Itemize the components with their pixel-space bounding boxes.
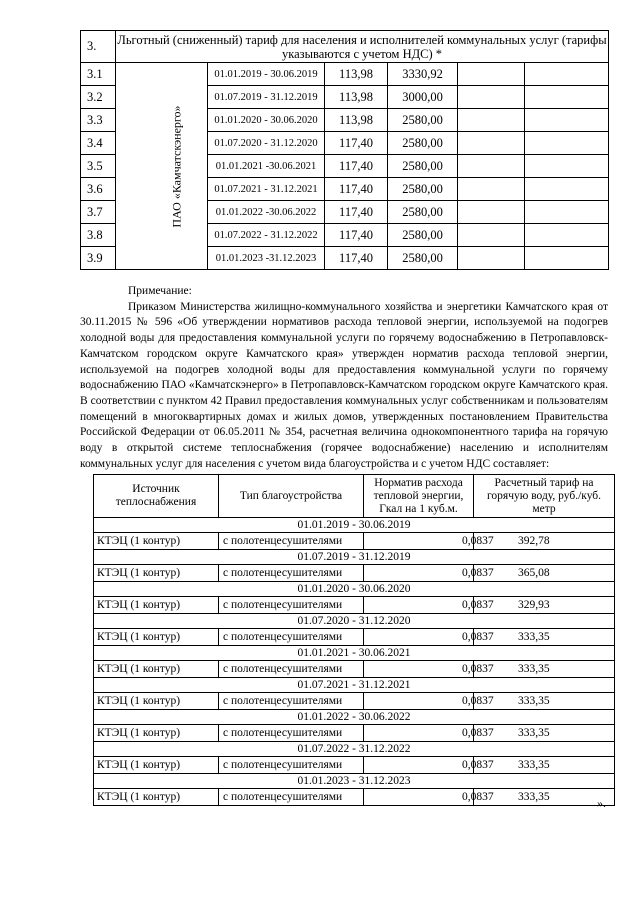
source-cell: КТЭЦ (1 контур)	[94, 757, 219, 774]
norm-cell: 0,0837	[364, 533, 474, 550]
tariff-value-2: 2580,00	[388, 178, 458, 201]
tariff-table	[80, 30, 609, 270]
norm-cell: 0,0837	[364, 725, 474, 742]
hot-water-row	[94, 725, 615, 742]
tariff-cell: 333,35	[474, 789, 615, 806]
tariff-cell: 333,35	[474, 661, 615, 678]
empty-cell	[525, 178, 609, 201]
source-cell: КТЭЦ (1 контур)	[94, 597, 219, 614]
norm-cell: 0,0837	[364, 565, 474, 582]
empty-cell	[458, 86, 525, 109]
period-cell: 01.01.2023 -31.12.2023	[208, 247, 325, 270]
hot-water-row	[94, 757, 615, 774]
empty-cell	[458, 132, 525, 155]
tariff-value-1: 117,40	[325, 224, 388, 247]
hot-water-table-header-row	[94, 475, 615, 518]
period-label: 01.07.2021 - 31.12.2021	[94, 678, 615, 693]
row-number: 3.8	[81, 224, 116, 247]
row-number: 3.2	[81, 86, 116, 109]
period-label: 01.07.2022 - 31.12.2022	[94, 742, 615, 757]
row-number: 3.6	[81, 178, 116, 201]
organization-cell	[116, 63, 208, 270]
source-cell: КТЭЦ (1 контур)	[94, 693, 219, 710]
tariff-table-header-row	[81, 31, 609, 63]
type-cell: с полотенцесушителями	[219, 725, 364, 742]
empty-cell	[458, 63, 525, 86]
tariff-value-2: 2580,00	[388, 155, 458, 178]
empty-cell	[458, 109, 525, 132]
period-cell: 01.07.2020 - 31.12.2020	[208, 132, 325, 155]
header-source: Источник теплоснабжения	[94, 475, 219, 518]
empty-cell	[525, 201, 609, 224]
type-cell: с полотенцесушителями	[219, 629, 364, 646]
tariff-value-1: 117,40	[325, 132, 388, 155]
period-row	[94, 550, 615, 565]
empty-cell	[525, 132, 609, 155]
period-cell: 01.01.2020 - 30.06.2020	[208, 109, 325, 132]
norm-cell: 0,0837	[364, 661, 474, 678]
tariff-value-2: 2580,00	[388, 224, 458, 247]
source-cell: КТЭЦ (1 контур)	[94, 661, 219, 678]
period-label: 01.01.2020 - 30.06.2020	[94, 582, 615, 597]
tariff-value-2: 2580,00	[388, 247, 458, 270]
empty-cell	[458, 178, 525, 201]
tariff-value-1: 113,98	[325, 109, 388, 132]
hot-water-row	[94, 693, 615, 710]
period-row	[94, 518, 615, 533]
tariff-value-2: 3330,92	[388, 63, 458, 86]
period-label: 01.01.2019 - 30.06.2019	[94, 518, 615, 533]
empty-cell	[525, 155, 609, 178]
section-number: 3.	[81, 31, 116, 63]
empty-cell	[525, 63, 609, 86]
tariff-cell: 365,08	[474, 565, 615, 582]
source-cell: КТЭЦ (1 контур)	[94, 725, 219, 742]
hot-water-row	[94, 629, 615, 646]
row-number: 3.4	[81, 132, 116, 155]
period-label: 01.01.2022 - 30.06.2022	[94, 710, 615, 725]
row-number: 3.5	[81, 155, 116, 178]
type-cell: с полотенцесушителями	[219, 565, 364, 582]
period-label: 01.01.2021 - 30.06.2021	[94, 646, 615, 661]
tariff-value-1: 117,40	[325, 201, 388, 224]
tariff-value-2: 3000,00	[388, 86, 458, 109]
header-type: Тип благоустройства	[219, 475, 364, 518]
tariff-value-2: 2580,00	[388, 201, 458, 224]
period-row	[94, 710, 615, 725]
tariff-cell: 333,35	[474, 757, 615, 774]
row-number: 3.1	[81, 63, 116, 86]
period-label: 01.01.2023 - 31.12.2023	[94, 774, 615, 789]
period-row	[94, 582, 615, 597]
period-row	[94, 646, 615, 661]
type-cell: с полотенцесушителями	[219, 757, 364, 774]
period-row	[94, 774, 615, 789]
tariff-value-1: 117,40	[325, 178, 388, 201]
row-number: 3.9	[81, 247, 116, 270]
period-row	[94, 678, 615, 693]
note-block	[80, 284, 608, 472]
source-cell: КТЭЦ (1 контур)	[94, 533, 219, 550]
tariff-value-1: 113,98	[325, 63, 388, 86]
empty-cell	[525, 247, 609, 270]
type-cell: с полотенцесушителями	[219, 789, 364, 806]
empty-cell	[458, 201, 525, 224]
empty-cell	[458, 224, 525, 247]
period-cell: 01.01.2021 -30.06.2021	[208, 155, 325, 178]
tariff-value-2: 2580,00	[388, 132, 458, 155]
note-label: Примечание:	[128, 285, 192, 297]
empty-cell	[525, 109, 609, 132]
type-cell: с полотенцесушителями	[219, 661, 364, 678]
empty-cell	[525, 224, 609, 247]
period-row	[94, 614, 615, 629]
tariff-cell: 333,35	[474, 629, 615, 646]
tariff-row	[81, 63, 609, 86]
row-number: 3.3	[81, 109, 116, 132]
tariff-cell: 392,78	[474, 533, 615, 550]
hot-water-tariff-table	[93, 474, 615, 806]
hot-water-row	[94, 597, 615, 614]
empty-cell	[458, 155, 525, 178]
type-cell: с полотенцесушителями	[219, 597, 364, 614]
norm-cell: 0,0837	[364, 629, 474, 646]
hot-water-row	[94, 661, 615, 678]
period-label: 01.07.2019 - 31.12.2019	[94, 550, 615, 565]
source-cell: КТЭЦ (1 контур)	[94, 789, 219, 806]
norm-cell: 0,0837	[364, 789, 474, 806]
period-cell: 01.01.2019 - 30.06.2019	[208, 63, 325, 86]
tariff-value-2: 2580,00	[388, 109, 458, 132]
closing-quote: ».	[597, 796, 606, 810]
tariff-value-1: 117,40	[325, 155, 388, 178]
period-cell: 01.07.2022 - 31.12.2022	[208, 224, 325, 247]
tariff-cell: 333,35	[474, 725, 615, 742]
header-tariff: Расчетный тариф на горячую воду, руб./куб. метр	[474, 475, 615, 518]
period-label: 01.07.2020 - 31.12.2020	[94, 614, 615, 629]
tariff-cell: 333,35	[474, 693, 615, 710]
norm-cell: 0,0837	[364, 757, 474, 774]
period-cell: 01.01.2022 -30.06.2022	[208, 201, 325, 224]
header-norm: Норматив расхода тепловой энергии, Гкал на 1 куб.м.	[364, 475, 474, 518]
source-cell: КТЭЦ (1 контур)	[94, 565, 219, 582]
period-row	[94, 742, 615, 757]
norm-cell: 0,0837	[364, 597, 474, 614]
norm-cell: 0,0837	[364, 693, 474, 710]
section-title: Льготный (сниженный) тариф для населения и исполнителей коммунальных услуг (тарифы указываются с учетом НДС) *	[117, 32, 607, 61]
hot-water-row	[94, 789, 615, 806]
source-cell: КТЭЦ (1 контур)	[94, 629, 219, 646]
organization-name: ПАО «Камчатскэнерго»	[169, 104, 184, 228]
note-text: Приказом Министерства жилищно-коммунального хозяйства и энергетики Камчатского края от 30.11.2015 № 596 «Об утверждении нормативов расхода тепловой энергии, используемой на подогрев холодной воды для предоставления коммунальной услуги по горячему водоснабжению в Петропавловск-Камчатском городском округе Камчатского края» утвержден норматив расхода тепловой энергии, используемой на подогрев холодной воды для предоставления коммунальной услуги по горячему водоснабжению ПАО «Камчатскэнерго» в Петропавловск-Камчатском городском округе Камчатского края. В соответствии с пунктом 42 Правил предоставления коммунальных услуг собственникам и пользователям помещений в многоквартирных домах и жилых домов, утвержденных постановлением Правительства Российской Федерации от 06.05.2011 № 354, расчетная величина однокомпонентного тарифа на горячую воду в открытой системе теплоснабжения (горячее водоснабжение) населению и исполнителям коммунальных услуг для населения с учетом вида благоустройства и с учетом НДС составляет:	[80, 300, 608, 470]
hot-water-row	[94, 533, 615, 550]
empty-cell	[525, 86, 609, 109]
type-cell: с полотенцесушителями	[219, 693, 364, 710]
tariff-value-1: 113,98	[325, 86, 388, 109]
empty-cell	[458, 247, 525, 270]
tariff-cell: 329,93	[474, 597, 615, 614]
period-cell: 01.07.2021 - 31.12.2021	[208, 178, 325, 201]
type-cell: с полотенцесушителями	[219, 533, 364, 550]
tariff-value-1: 117,40	[325, 247, 388, 270]
row-number: 3.7	[81, 201, 116, 224]
period-cell: 01.07.2019 - 31.12.2019	[208, 86, 325, 109]
hot-water-row	[94, 565, 615, 582]
